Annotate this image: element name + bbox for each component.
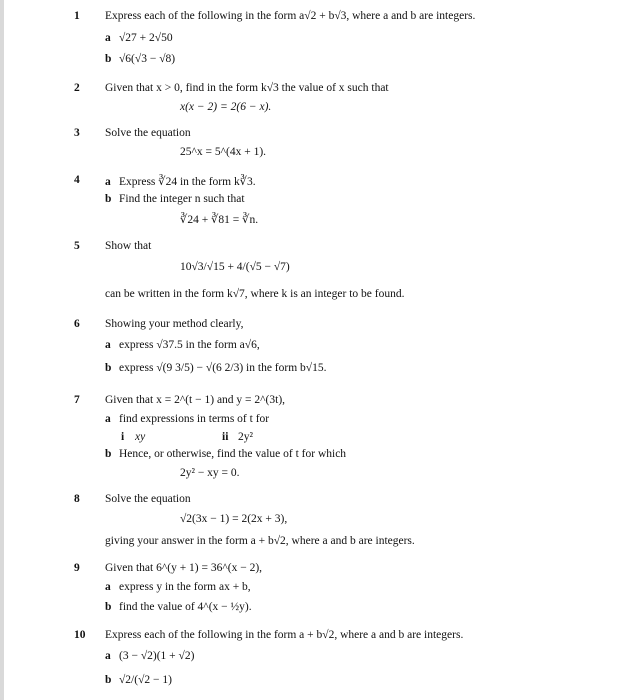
part-label: a xyxy=(105,581,111,593)
question-instruction: Given that 6^(y + 1) = 36^(x − 2), xyxy=(105,562,263,574)
part-a xyxy=(105,650,194,662)
part-a xyxy=(105,581,251,593)
part-label: b xyxy=(105,362,112,374)
part-label: b xyxy=(105,601,112,613)
question-equation: √2(3x − 1) = 2(2x + 3), xyxy=(180,513,288,525)
part-a xyxy=(105,174,256,188)
question-instruction: Solve the equation xyxy=(105,493,191,505)
subpart-expression: xy xyxy=(135,431,146,443)
question-equation: 25^x = 5^(4x + 1). xyxy=(180,146,267,158)
question-number: 7 xyxy=(74,394,80,406)
question-equation: 2y² − xy = 0. xyxy=(180,467,240,479)
question-instruction: Given that x = 2^(t − 1) and y = 2^(3t), xyxy=(105,394,286,406)
question-number: 6 xyxy=(74,318,80,330)
part-b xyxy=(105,362,326,374)
question-equation: x(x − 2) = 2(6 − x). xyxy=(180,101,272,113)
question-instruction: Express each of the following in the form a√2 + b√3, where a and b are integers. xyxy=(105,10,476,22)
part-label: a xyxy=(105,32,111,44)
part-b xyxy=(105,53,175,65)
question-followup: giving your answer in the form a + b√2, where a and b are integers. xyxy=(105,535,415,547)
part-label: b xyxy=(105,53,112,65)
part-b xyxy=(105,601,252,613)
part-label: a xyxy=(105,413,111,425)
part-label: b xyxy=(105,193,112,205)
part-expression: Express ∛24 in the form k∛3. xyxy=(119,176,256,188)
part-label: b xyxy=(105,674,112,686)
part-expression: (3 − √2)(1 + √2) xyxy=(119,650,195,662)
part-expression: find expressions in terms of t for xyxy=(119,413,270,425)
subpart-label: i xyxy=(121,431,125,443)
subpart-expression: 2y² xyxy=(238,431,253,443)
part-expression: Hence, or otherwise, find the value of t for which xyxy=(119,448,347,460)
question-number: 10 xyxy=(74,629,86,641)
part-a xyxy=(105,32,173,44)
part-expression: √2/(√2 − 1) xyxy=(119,674,172,686)
part-b xyxy=(105,193,245,205)
part-b xyxy=(105,674,172,686)
part-a xyxy=(105,413,269,425)
question-instruction: Express each of the following in the form a + b√2, where a and b are integers. xyxy=(105,629,464,641)
part-b xyxy=(105,448,346,460)
part-label: b xyxy=(105,448,112,460)
question-number: 4 xyxy=(74,174,80,186)
question-equation: ∛24 + ∛81 = ∛n. xyxy=(180,214,259,226)
part-expression: express √(9 3/5) − √(6 2/3) in the form b√15. xyxy=(119,362,327,374)
part-expression: express √37.5 in the form a√6, xyxy=(119,339,260,351)
question-number: 1 xyxy=(74,10,80,22)
part-expression: express y in the form ax + b, xyxy=(119,581,251,593)
part-label: a xyxy=(105,650,111,662)
question-instruction: Show that xyxy=(105,240,152,252)
part-expression: find the value of 4^(x − ½y). xyxy=(119,601,252,613)
question-number: 3 xyxy=(74,127,80,139)
part-expression: √6(√3 − √8) xyxy=(119,53,176,65)
question-number: 8 xyxy=(74,493,80,505)
part-label: a xyxy=(105,176,111,188)
question-instruction: Showing your method clearly, xyxy=(105,318,244,330)
question-followup: can be written in the form k√7, where k is an integer to be found. xyxy=(105,288,405,300)
subpart-ii xyxy=(222,431,253,443)
question-number: 2 xyxy=(74,82,80,94)
page-edge-shadow xyxy=(0,0,4,700)
question-instruction: Solve the equation xyxy=(105,127,191,139)
subpart-label: ii xyxy=(222,431,229,443)
subpart-i xyxy=(121,431,145,443)
question-number: 5 xyxy=(74,240,80,252)
question-instruction: Given that x > 0, find in the form k√3 the value of x such that xyxy=(105,82,389,94)
part-a xyxy=(105,339,260,351)
question-equation: 10√3/√15 + 4/(√5 − √7) xyxy=(180,261,290,273)
part-label: a xyxy=(105,339,111,351)
part-expression: √27 + 2√50 xyxy=(119,32,173,44)
question-number: 9 xyxy=(74,562,80,574)
part-expression: Find the integer n such that xyxy=(119,193,245,205)
